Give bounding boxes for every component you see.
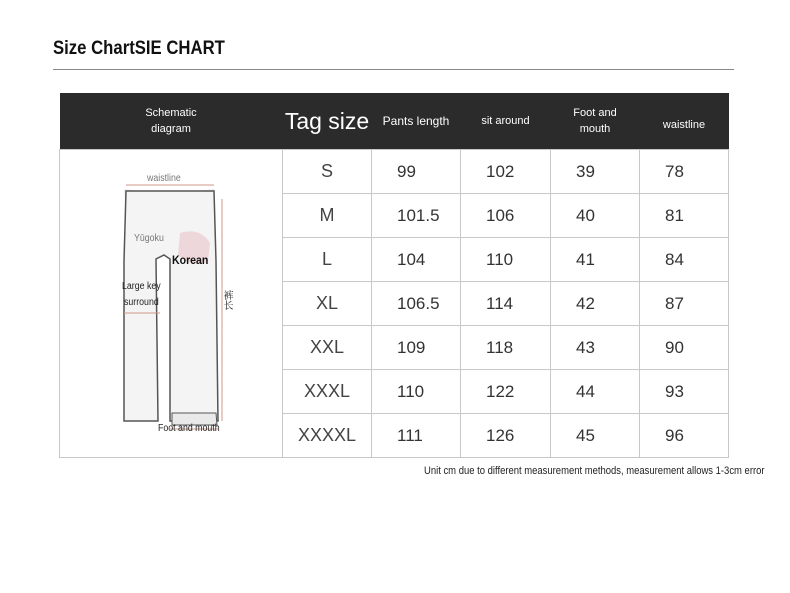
cell-foot-mouth: 43 [551,326,640,370]
cell-foot-mouth: 39 [551,150,640,194]
diagram-length-label: 裤长 [221,290,232,310]
cell-waistline: 78 [640,150,729,194]
cell-size: XL [283,282,372,326]
cell-pants-length: 101.5 [372,194,461,238]
cell-size: L [283,238,372,282]
cell-foot-mouth: 45 [551,414,640,458]
cell-foot-mouth: 41 [551,238,640,282]
cell-pants-length: 109 [372,326,461,370]
diagram-largekey-line1: Large key [122,281,161,292]
cell-size: XXXL [283,370,372,414]
diagram-yugoku-label: Yūgoku [134,233,164,244]
diagram-waistline-label: waistline [147,173,181,184]
pants-diagram [60,151,282,456]
cell-waistline: 93 [640,370,729,414]
cell-size: XXL [283,326,372,370]
diagram-korean-label: Korean [172,253,209,267]
header-diagram-line2: diagram [151,123,191,135]
measurement-footnote: Unit cm due to different measurement methods, measurement allows 1-3cm error [424,465,765,477]
header-waistline: waistline [640,93,729,150]
header-foot-line1: Foot and [573,107,617,119]
header-foot-line2: mouth [579,123,611,135]
header-schematic-diagram [60,93,283,150]
diagram-foot-label: Foot and mouth [158,423,220,434]
cell-sit-around: 106 [461,194,551,238]
cell-pants-length: 99 [372,150,461,194]
size-chart-table [59,93,729,458]
table-header-row [60,93,729,150]
cell-sit-around: 122 [461,370,551,414]
cell-pants-length: 106.5 [372,282,461,326]
cell-sit-around: 102 [461,150,551,194]
cell-waistline: 81 [640,194,729,238]
header-sit-around: sit around [461,93,551,150]
page-title: Size ChartSIE CHART [53,38,225,59]
cell-size: XXXXL [283,414,372,458]
cell-sit-around: 118 [461,326,551,370]
cell-pants-length: 104 [372,238,461,282]
cell-foot-mouth: 40 [551,194,640,238]
cell-waistline: 96 [640,414,729,458]
diagram-largekey-line2: surround [124,297,159,308]
cell-sit-around: 126 [461,414,551,458]
header-foot-mouth [551,93,640,150]
cell-waistline: 90 [640,326,729,370]
cell-pants-length: 111 [372,414,461,458]
cell-pants-length: 110 [372,370,461,414]
title-divider [53,69,734,70]
table-row [60,150,729,194]
cell-waistline: 84 [640,238,729,282]
cell-sit-around: 110 [461,238,551,282]
cell-sit-around: 114 [461,282,551,326]
cell-foot-mouth: 44 [551,370,640,414]
cell-waistline: 87 [640,282,729,326]
cell-foot-mouth: 42 [551,282,640,326]
header-tag-size: Tag size [283,93,372,150]
schematic-diagram-cell [60,150,283,458]
header-pants-length: Pants length [372,93,461,150]
header-diagram-line1: Schematic [145,107,197,119]
cell-size: S [283,150,372,194]
cell-size: M [283,194,372,238]
